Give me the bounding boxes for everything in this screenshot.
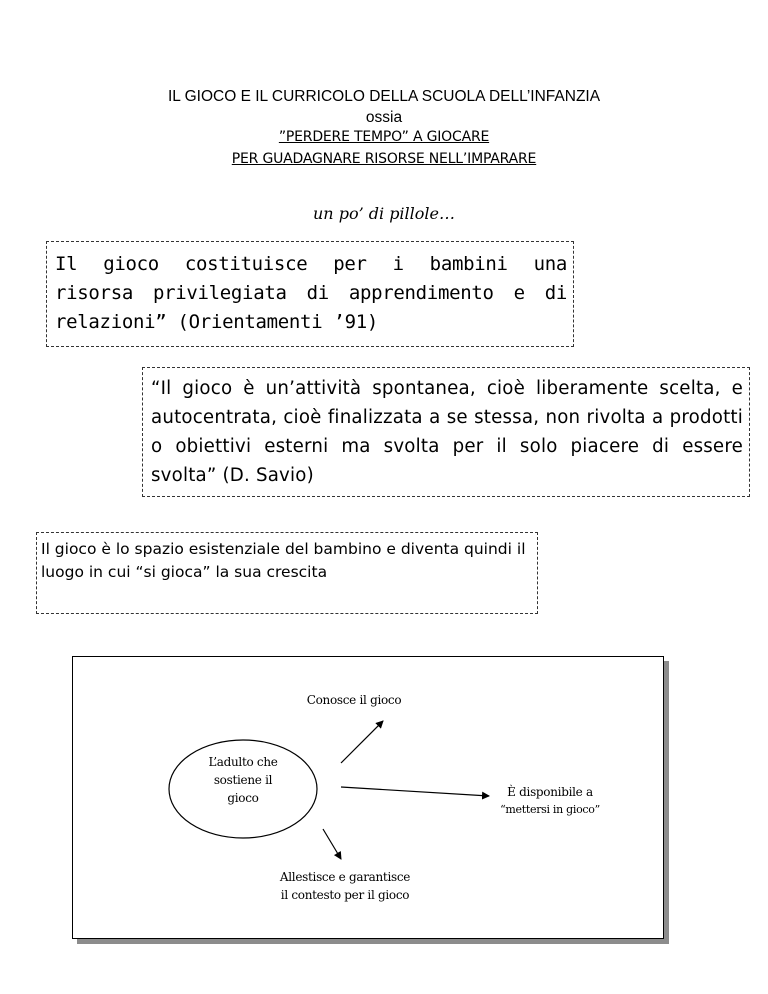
document-subtitle-2: PER GUADAGNARE RISORSE NELL’IMPARARE xyxy=(231,151,537,167)
center-label-line-1: L’adulto che xyxy=(208,755,278,769)
quote-box-spazio xyxy=(36,532,538,614)
document-title: IL GIOCO E IL CURRICOLO DELLA SCUOLA DELL’INFANZIA xyxy=(167,88,601,105)
center-label xyxy=(173,753,313,807)
bottom-label xyxy=(255,868,435,904)
bottom-label-line-2: il contesto per il gioco xyxy=(280,888,410,902)
quote-box-orientamenti xyxy=(46,241,574,347)
bottom-label-line-1: Allestisce e garantisce xyxy=(279,870,411,884)
arrow-to-bottom xyxy=(323,829,341,859)
center-label-line-2: sostiene il xyxy=(213,773,273,787)
diagram-frame xyxy=(72,656,664,939)
right-label-line-2: “mettersi in gioco” xyxy=(500,803,600,816)
quote-box-savio xyxy=(142,367,750,497)
arrow-to-top xyxy=(341,721,383,763)
center-label-line-3: gioco xyxy=(227,791,259,805)
quote-text: Il gioco costituisce per i bambini una risorsa privilegiata di apprendimento e di relazioni” (Orientamenti ’91) xyxy=(55,253,567,333)
quote-text: “Il gioco è un’attività spontanea, cioè liberamente scelta, e autocentrata, cioè finalizzata a se stessa, non rivolta a prodotti o obiettivi esterni ma svolta per il solo piacere di essere svolta” (D. Savio) xyxy=(151,378,743,486)
right-label xyxy=(465,783,635,819)
right-label-line-1: È disponibile a xyxy=(507,785,593,799)
top-label: Conosce il gioco xyxy=(306,693,402,707)
document-subtitle-1: ”PERDERE TEMPO” A GIOCARE xyxy=(278,129,490,145)
document-title-ossia: ossia xyxy=(365,109,403,126)
quote-text: Il gioco è lo spazio esistenziale del bambino e diventa quindi il luogo in cui “si gioca” la sua crescita xyxy=(41,540,526,581)
intro-text: un po’ di pillole… xyxy=(313,204,455,223)
